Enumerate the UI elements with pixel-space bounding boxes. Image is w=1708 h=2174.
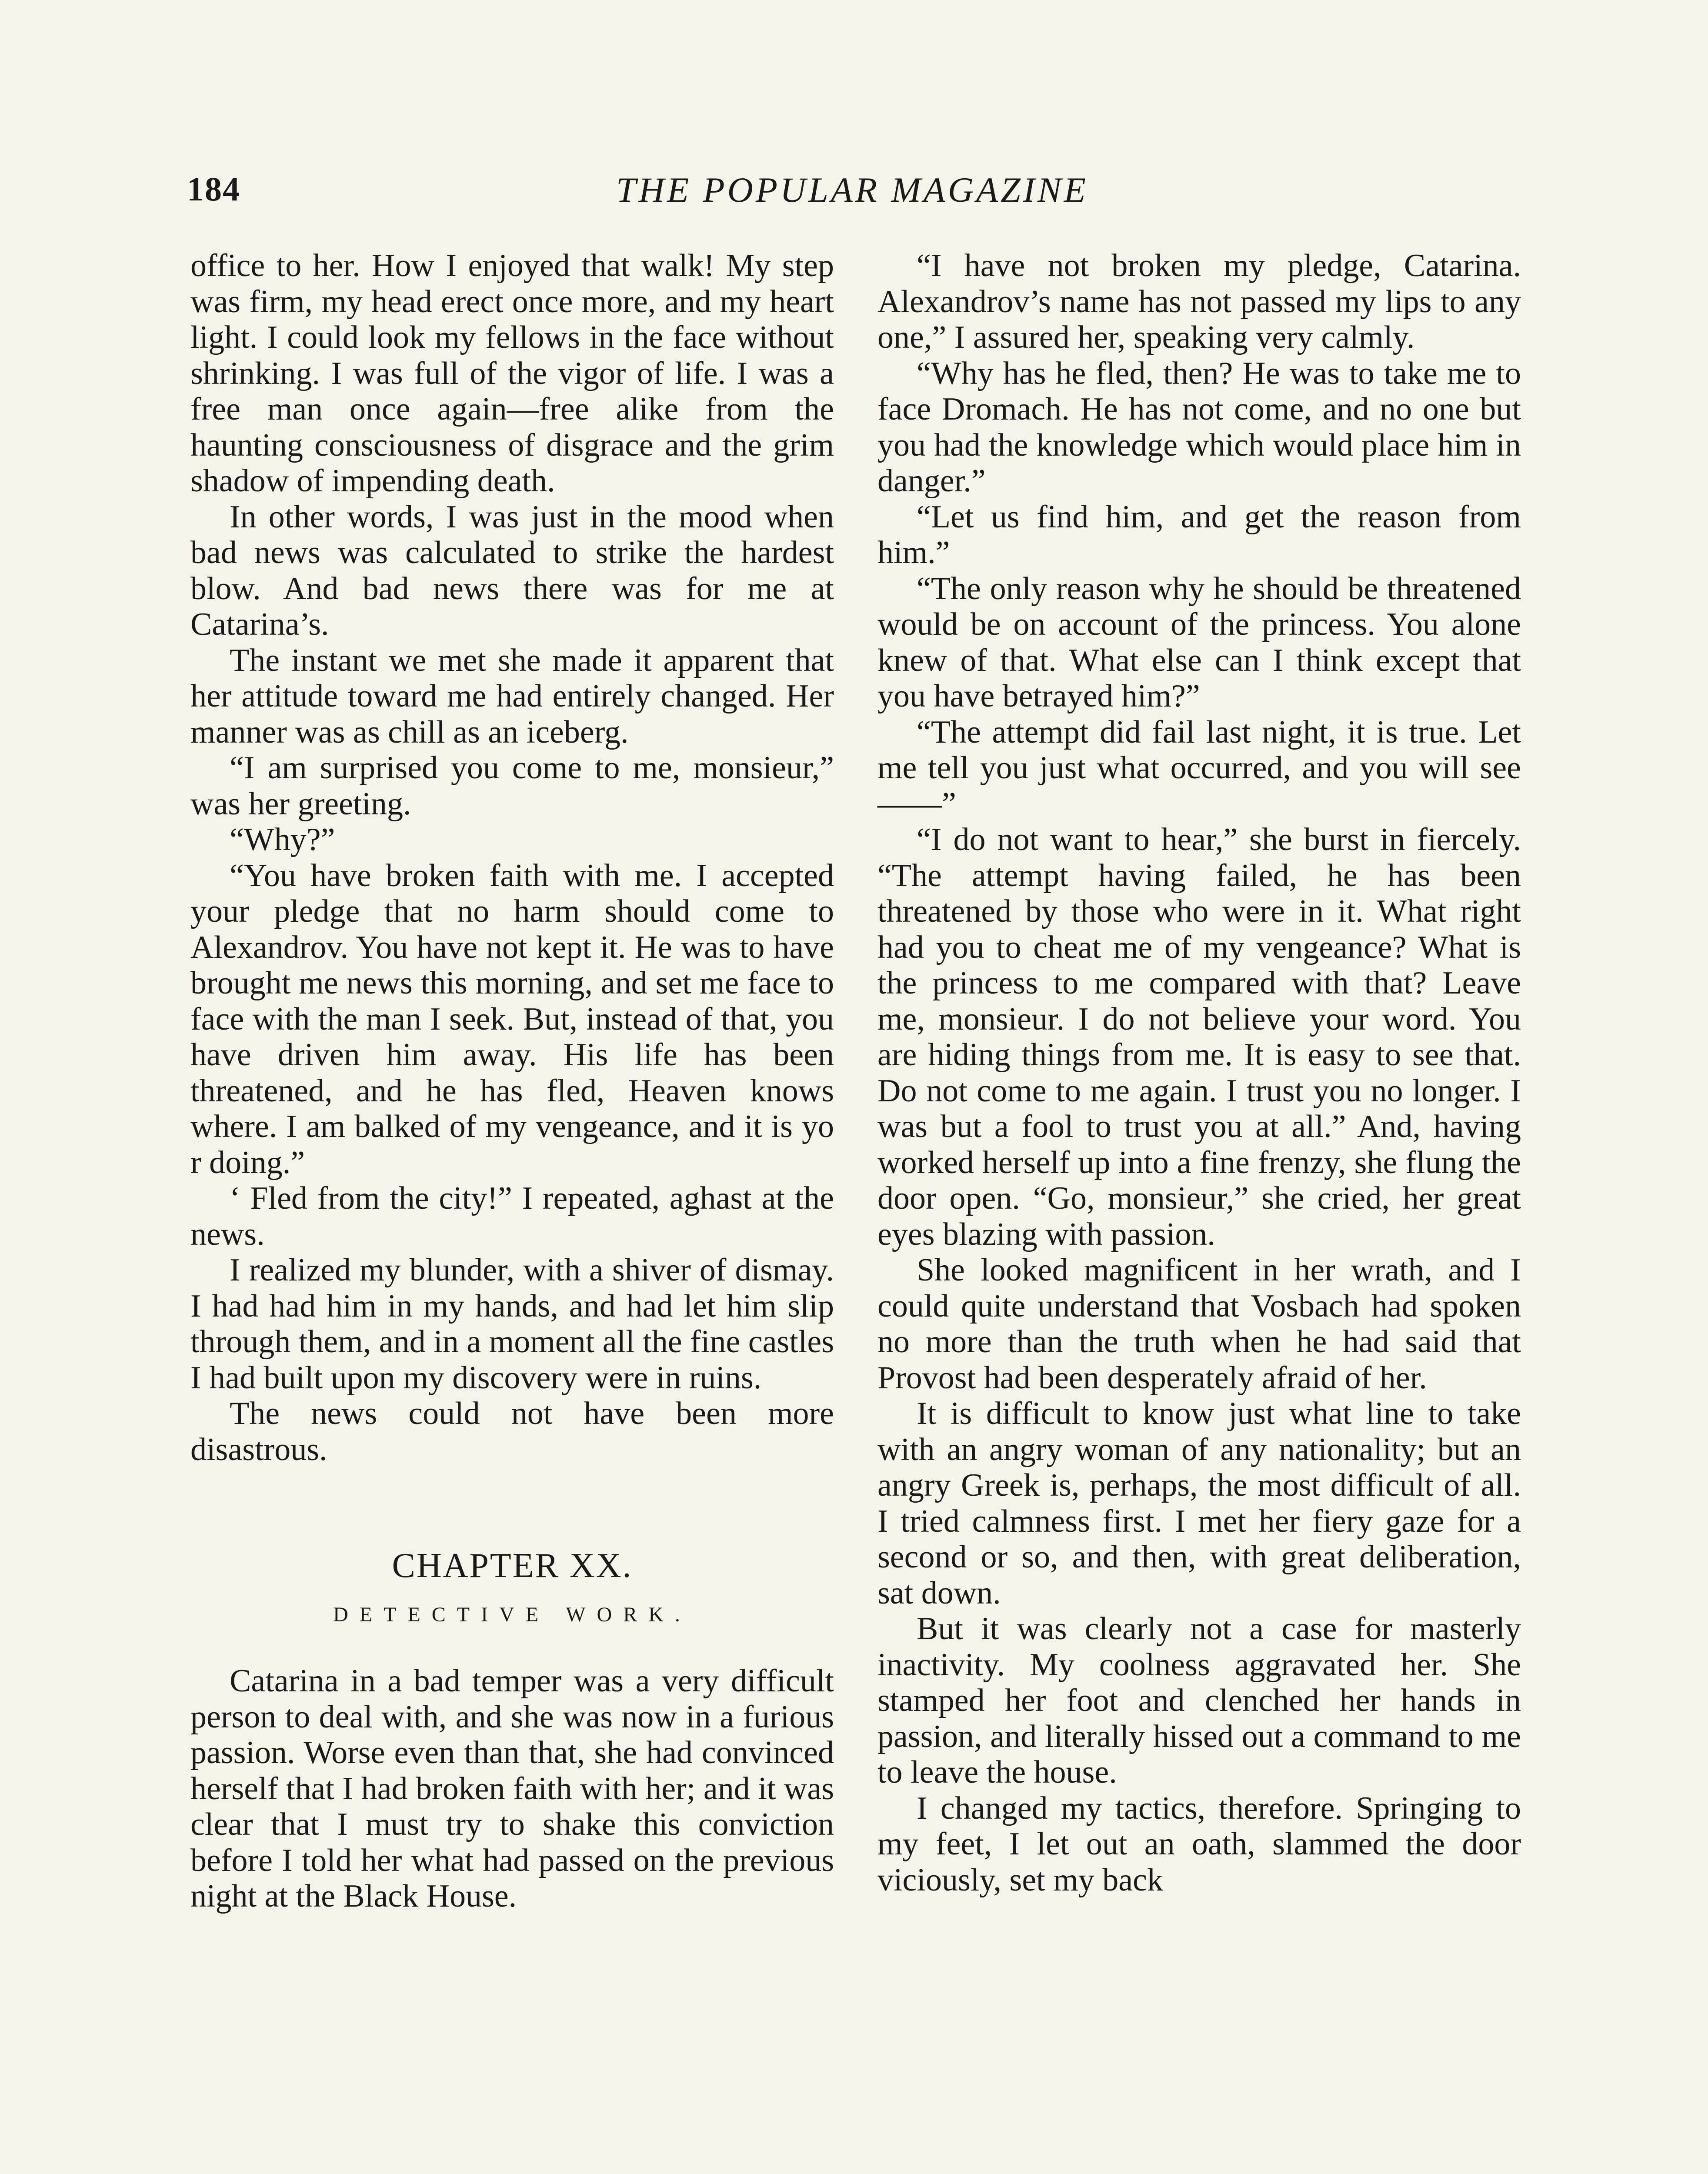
chapter-heading: CHAPTER XX. bbox=[392, 1547, 633, 1585]
paragraph: She looked magnificent in her wrath, and I could quite understand that Vosbach had spoken no more than the truth when he had said that Provost had been desperately afraid of her. bbox=[877, 1252, 1521, 1396]
paragraph: “I am surprised you come to me, monsieur,” was her greeting. bbox=[190, 750, 834, 822]
paragraph: “Let us find him, and get the reason from him.” bbox=[877, 499, 1521, 570]
page-header bbox=[187, 170, 1518, 230]
right-column bbox=[877, 248, 1521, 1898]
page-number: 184 bbox=[187, 170, 240, 208]
paragraph: It is difficult to know just what line to take with an angry woman of any nationality; but an angry Greek is, perhaps, the most difficult of all. I tried calmness first. I met her fiery gaze for a second or so, and then, with great deliberation, sat down. bbox=[877, 1396, 1521, 1611]
paragraph: I changed my tactics, therefore. Springing to my feet, I let out an oath, slammed the door viciously, set my back bbox=[877, 1790, 1521, 1898]
paragraph: Catarina in a bad temper was a very difficult person to deal with, and she was now in a furious passion. Worse even than that, she had convinced herself that I had broken faith with her; and it was clear that I must try to shake this conviction before I told her what had passed on the previous night at the Black House. bbox=[190, 1663, 834, 1914]
paragraph: The instant we met she made it apparent that her attitude toward me had entirely changed. Her manner was as chill as an iceberg. bbox=[190, 642, 834, 750]
left-column bbox=[190, 248, 834, 1914]
paragraph: “Why has he fled, then? He was to take me to face Dromach. He has not come, and no one but you had the knowledge which would place him in danger.” bbox=[877, 355, 1521, 499]
paragraph: ‘ Fled from the city!” I repeated, aghast at the news. bbox=[190, 1180, 834, 1252]
paragraph: “The only reason why he should be threatened would be on account of the princess. You alone knew of that. What else can I think except that you have betrayed him?” bbox=[877, 570, 1521, 714]
paragraph: I realized my blunder, with a shiver of dismay. I had had him in my hands, and had let him slip through them, and in a moment all the fine castles I had built upon my discovery were in ruins. bbox=[190, 1252, 834, 1396]
paragraph: “The attempt did fail last night, it is true. Let me tell you just what occurred, and you will see——” bbox=[877, 714, 1521, 822]
paragraph: office to her. How I enjoyed that walk! My step was firm, my head erect once more, and my heart light. I could look my fellows in the face without shrinking. I was full of the vigor of life. I was a free man once again—free alike from the haunting consciousness of disgrace and the grim shadow of impending death. bbox=[190, 248, 834, 499]
chapter-subtitle: DETECTIVE WORK. bbox=[333, 1603, 691, 1626]
paragraph: “I have not broken my pledge, Catarina. Alexandrov’s name has not passed my lips to any one,” I assured her, speaking very calmly. bbox=[877, 248, 1521, 355]
paragraph: “You have broken faith with me. I accepted your pledge that no harm should come to Alexandrov. You have not kept it. He was to have brought me news this morning, and set me face to face with the man I seek. But, instead of that, you have driven him away. His life has been threatened, and he has fled, Heaven knows where. I am balked of my vengeance, and it is yo r doing.” bbox=[190, 857, 834, 1180]
paragraph: “Why?” bbox=[230, 822, 335, 857]
paragraph: “I do not want to hear,” she burst in fiercely. “The attempt having failed, he has been threatened by those who were in it. What right had you to cheat me of my vengeance? What is the princess to me compared with that? Leave me, monsieur. I do not believe your word. You are hiding things from me. It is easy to see that. Do not come to me again. I trust you no longer. I was but a fool to trust you at all.” And, having worked herself up into a fine frenzy, she flung the door open. “Go, monsieur,” she cried, her great eyes blazing with passion. bbox=[877, 822, 1521, 1252]
paragraph: But it was clearly not a case for masterly inactivity. My coolness aggravated her. She stamped her foot and clenched her hands in passion, and literally hissed out a command to me to leave the house. bbox=[877, 1611, 1521, 1790]
running-title: THE POPULAR MAGAZINE bbox=[616, 170, 1088, 210]
paragraph: The news could not have been more disastrous. bbox=[190, 1396, 834, 1467]
paragraph: In other words, I was just in the mood when bad news was calculated to strike the hardest blow. And bad news there was for me at Catarina’s. bbox=[190, 499, 834, 642]
